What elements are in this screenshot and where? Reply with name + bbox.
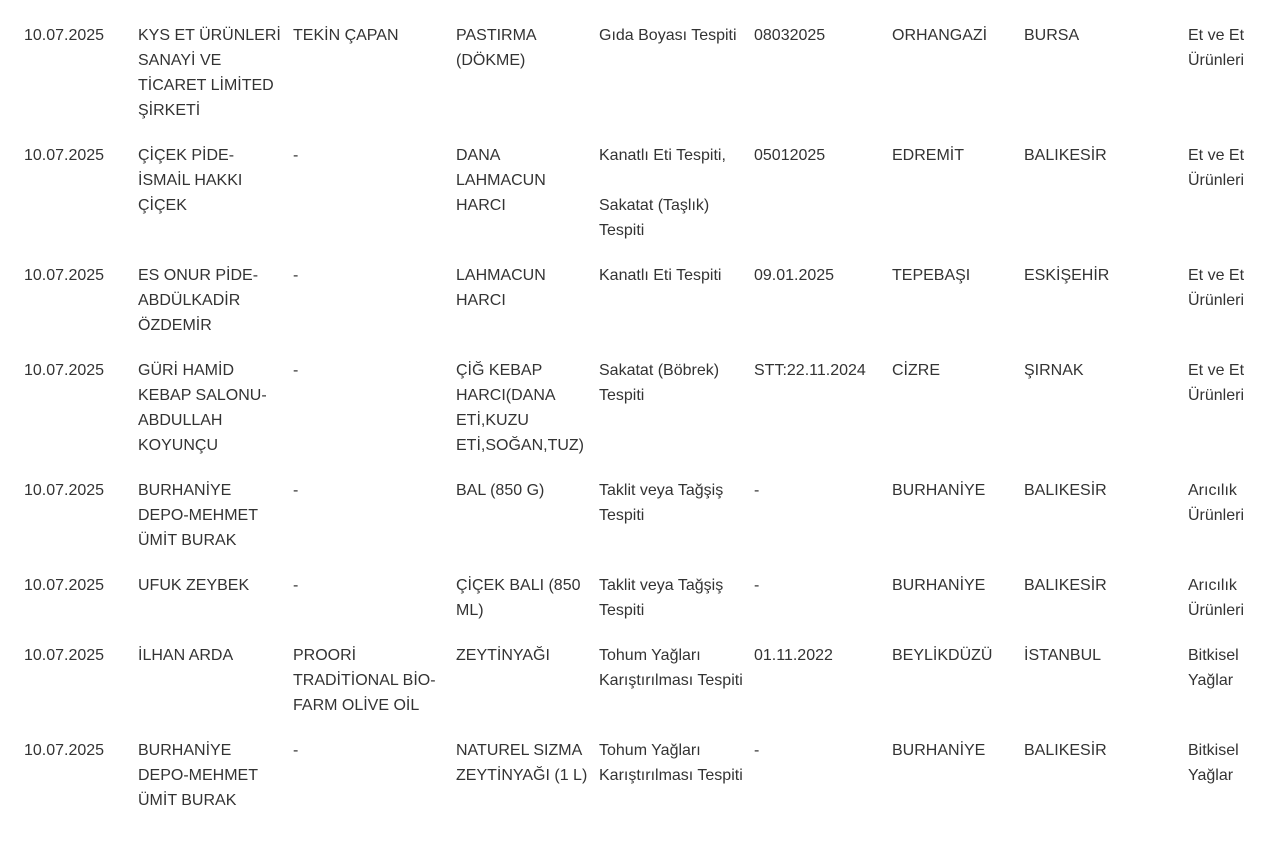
product-cell: LAHMACUN HARCI — [456, 267, 546, 309]
brand-cell: - — [293, 742, 299, 759]
date-cell: 10.07.2025 — [24, 742, 105, 759]
reason-cell — [599, 358, 754, 478]
province-cell: İSTANBUL — [1024, 647, 1102, 664]
product-cell: ZEYTİNYAĞI — [456, 647, 550, 664]
batch-cell: 05012025 — [754, 147, 826, 164]
product-cell: BAL (850 G) — [456, 482, 545, 499]
reason-line: Kanatlı Eti Tespiti, — [599, 147, 726, 164]
firm-cell: UFUK ZEYBEK — [138, 577, 250, 594]
table-row — [24, 143, 1264, 263]
product-group-cell: Arıcılık Ürünleri — [1188, 577, 1245, 619]
brand-cell: - — [293, 267, 299, 284]
date-cell: 10.07.2025 — [24, 362, 105, 379]
date-cell: 10.07.2025 — [24, 482, 105, 499]
reason-line: Sakatat (Böbrek) Tespiti — [599, 362, 720, 404]
district-cell: EDREMİT — [892, 147, 964, 164]
records-table — [24, 23, 1264, 833]
reason-cell — [599, 643, 754, 738]
district-cell: ORHANGAZİ — [892, 27, 988, 44]
product-group-cell: Et ve Et Ürünleri — [1188, 362, 1245, 404]
brand-cell: - — [293, 362, 299, 379]
district-cell: CİZRE — [892, 362, 940, 379]
table-row — [24, 263, 1264, 358]
date-cell: 10.07.2025 — [24, 27, 105, 44]
product-cell: PASTIRMA (DÖKME) — [456, 27, 536, 69]
table-row — [24, 478, 1264, 573]
reason-line: Tohum Yağları Karıştırılması Tespiti — [599, 742, 743, 784]
brand-cell: - — [293, 482, 299, 499]
product-group-cell: Et ve Et Ürünleri — [1188, 267, 1245, 309]
firm-cell: GÜRİ HAMİD KEBAP SALONU-ABDULLAH KOYUNÇU — [138, 362, 267, 454]
batch-cell: - — [754, 482, 760, 499]
date-cell: 10.07.2025 — [24, 267, 105, 284]
reason-cell — [599, 23, 754, 143]
reason-line: Taklit veya Tağşiş Tespiti — [599, 577, 724, 619]
product-group-cell: Bitkisel Yağlar — [1188, 647, 1239, 689]
firm-cell: KYS ET ÜRÜNLERİ SANAYİ VE TİCARET LİMİTED ŞİRKETİ — [138, 27, 281, 119]
product-cell: DANA LAHMACUN HARCI — [456, 147, 546, 214]
batch-cell: 09.01.2025 — [754, 267, 835, 284]
product-cell: ÇİÇEK BALI (850 ML) — [456, 577, 581, 619]
batch-cell: 01.11.2022 — [754, 647, 833, 664]
reason-line: Kanatlı Eti Tespiti — [599, 267, 722, 284]
district-cell: BEYLİKDÜZÜ — [892, 647, 993, 664]
product-group-cell: Et ve Et Ürünleri — [1188, 27, 1245, 69]
reason-cell — [599, 478, 754, 573]
reason-cell — [599, 263, 754, 358]
district-cell: BURHANİYE — [892, 577, 986, 594]
table-row — [24, 738, 1264, 833]
product-group-cell: Arıcılık Ürünleri — [1188, 482, 1245, 524]
product-cell: NATUREL SIZMA ZEYTİNYAĞI (1 L) — [456, 742, 588, 784]
district-cell: BURHANİYE — [892, 742, 986, 759]
reason-line: Taklit veya Tağşiş Tespiti — [599, 482, 724, 524]
product-cell: ÇİĞ KEBAP HARCI(DANA ETİ,KUZU ETİ,SOĞAN,TUZ) — [456, 362, 584, 454]
district-cell: TEPEBAŞI — [892, 267, 971, 284]
batch-cell: - — [754, 742, 760, 759]
batch-cell: STT:22.11.2024 — [754, 362, 866, 379]
province-cell: ŞIRNAK — [1024, 362, 1084, 379]
batch-cell: - — [754, 577, 760, 594]
province-cell: BALIKESİR — [1024, 742, 1107, 759]
province-cell: ESKİŞEHİR — [1024, 267, 1110, 284]
province-cell: BALIKESİR — [1024, 147, 1107, 164]
brand-cell: PROORİ TRADİTİONAL BİO-FARM OLİVE OİL — [293, 647, 436, 714]
reason-line: Gıda Boyası Tespiti — [599, 27, 737, 44]
reason-cell — [599, 573, 754, 643]
date-cell: 10.07.2025 — [24, 577, 105, 594]
brand-cell: TEKİN ÇAPAN — [293, 27, 399, 44]
reason-cell — [599, 143, 754, 263]
table-row — [24, 643, 1264, 738]
reason-cell — [599, 738, 754, 833]
date-cell: 10.07.2025 — [24, 647, 105, 664]
date-cell: 10.07.2025 — [24, 147, 105, 164]
table-row — [24, 358, 1264, 478]
brand-cell: - — [293, 577, 299, 594]
province-cell: BALIKESİR — [1024, 577, 1107, 594]
table-row — [24, 23, 1264, 143]
province-cell: BURSA — [1024, 27, 1080, 44]
firm-cell: BURHANİYE DEPO-MEHMET ÜMİT BURAK — [138, 742, 258, 809]
firm-cell: BURHANİYE DEPO-MEHMET ÜMİT BURAK — [138, 482, 258, 549]
reason-line: Sakatat (Taşlık) Tespiti — [599, 197, 710, 239]
product-group-cell: Et ve Et Ürünleri — [1188, 147, 1245, 189]
table-row — [24, 573, 1264, 643]
district-cell: BURHANİYE — [892, 482, 986, 499]
province-cell: BALIKESİR — [1024, 482, 1107, 499]
firm-cell: İLHAN ARDA — [138, 647, 234, 664]
brand-cell: - — [293, 147, 299, 164]
reason-blank-line — [599, 168, 746, 193]
batch-cell: 08032025 — [754, 27, 826, 44]
firm-cell: ES ONUR PİDE-ABDÜLKADİR ÖZDEMİR — [138, 267, 259, 334]
product-group-cell: Bitkisel Yağlar — [1188, 742, 1239, 784]
reason-line: Tohum Yağları Karıştırılması Tespiti — [599, 647, 743, 689]
firm-cell: ÇİÇEK PİDE-İSMAİL HAKKI ÇİÇEK — [138, 147, 243, 214]
